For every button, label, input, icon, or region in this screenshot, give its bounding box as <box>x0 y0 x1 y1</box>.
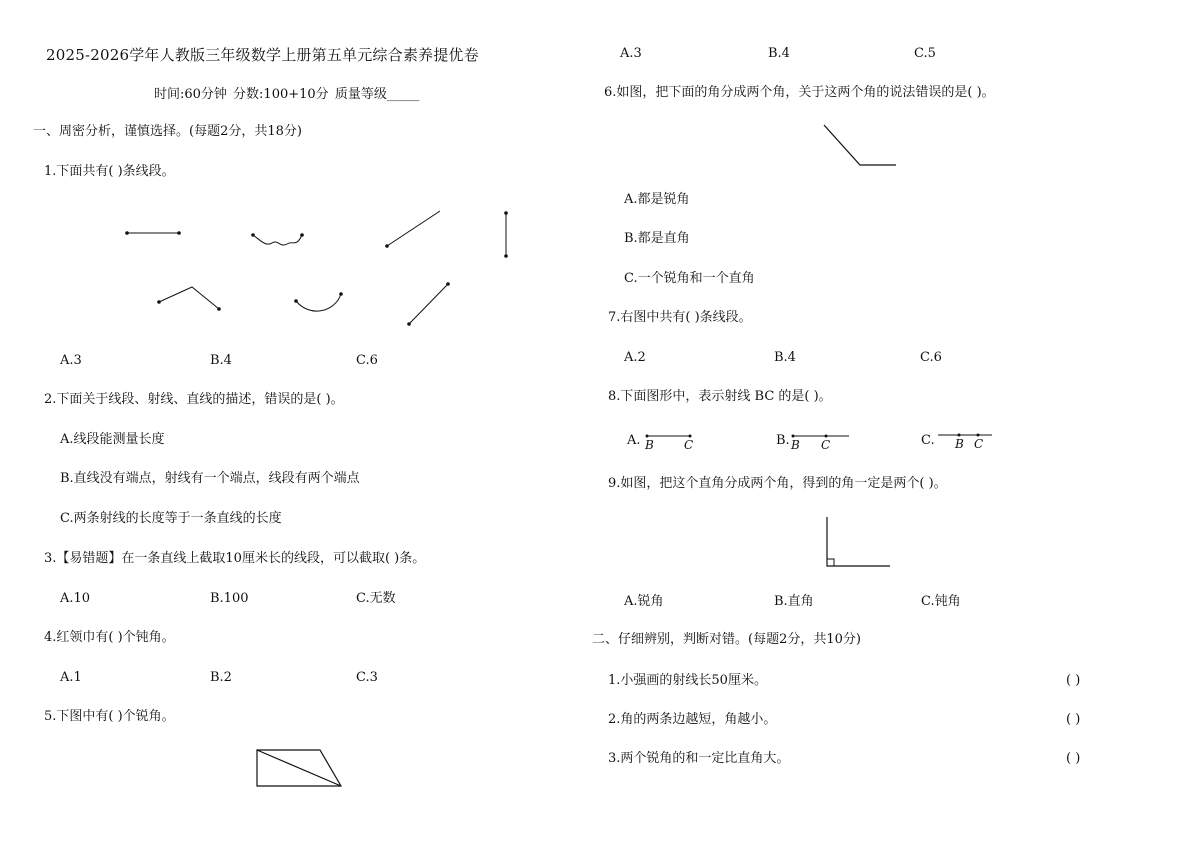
question-9: 9.如图，把这个直角分成两个角，得到的角一定是两个( )。 <box>608 476 947 491</box>
q5-option-c[interactable]: C.5 <box>914 46 936 61</box>
q5-option-a[interactable]: A.3 <box>620 46 642 61</box>
page-title: 2025-2026学年人教版三年级数学上册第五单元综合素养提优卷 <box>46 46 479 64</box>
question-7: 7.右图中共有( )条线段。 <box>608 310 752 325</box>
q5-diagonal <box>257 750 341 786</box>
judge-item-2: 2.角的两条边越短，角越小。 <box>608 712 777 727</box>
q8a-label-b: B <box>645 438 654 452</box>
q3-option-a[interactable]: A.10 <box>60 591 91 606</box>
q8b-label-b: B <box>791 438 800 452</box>
q7-option-b[interactable]: B.4 <box>774 350 796 365</box>
exam-info: 时间:60分钟 分数:100+10分 质量等级_____ <box>154 87 420 102</box>
section2-heading: 二、仔细辨别，判断对错。(每题2分，共10分) <box>592 632 861 647</box>
question-1: 1.下面共有( )条线段。 <box>44 164 175 179</box>
q4-option-c[interactable]: C.3 <box>356 670 378 685</box>
q1-option-b[interactable]: B.4 <box>210 353 232 368</box>
q8-option-c[interactable]: C. <box>921 433 935 448</box>
question-6: 6.如图，把下面的角分成两个角，关于这两个角的说法错误的是( )。 <box>604 85 995 100</box>
q4-option-b[interactable]: B.2 <box>210 670 232 685</box>
judge-answer-1[interactable]: ( ) <box>1066 673 1081 688</box>
q7-option-c[interactable]: C.6 <box>920 350 942 365</box>
judge-answer-3[interactable]: ( ) <box>1066 751 1081 766</box>
q3-option-c[interactable]: C.无数 <box>356 591 396 606</box>
q6-option-b[interactable]: B.都是直角 <box>624 231 690 246</box>
q8b-label-c: C <box>821 438 831 452</box>
question-3: 3.【易错题】在一条直线上截取10厘米长的线段，可以截取( )条。 <box>44 551 426 566</box>
judge-item-1: 1.小强画的射线长50厘米。 <box>608 673 767 688</box>
q1-segment <box>387 211 440 246</box>
q8-option-a[interactable]: A. <box>627 433 641 448</box>
q8a-label-c: C <box>684 438 694 452</box>
q1-polyline <box>159 287 219 309</box>
q8-option-b[interactable]: B. <box>776 433 790 448</box>
q9-option-c[interactable]: C.钝角 <box>921 594 961 609</box>
judge-answer-2[interactable]: ( ) <box>1066 712 1081 727</box>
q2-option-b[interactable]: B.直线没有端点，射线有一个端点，线段有两个端点 <box>60 471 360 486</box>
q7-option-a[interactable]: A.2 <box>624 350 646 365</box>
q6-option-c[interactable]: C.一个锐角和一个直角 <box>624 271 755 286</box>
q6-angle <box>824 125 896 165</box>
q9-option-a[interactable]: A.锐角 <box>624 594 664 609</box>
question-8: 8.下面图形中，表示射线 BC 的是( )。 <box>608 389 832 404</box>
question-5: 5.下图中有( )个锐角。 <box>44 709 175 724</box>
question-4: 4.红领巾有( )个钝角。 <box>44 630 175 645</box>
q4-option-a[interactable]: A.1 <box>60 670 82 685</box>
judge-item-3: 3.两个锐角的和一定比直角大。 <box>608 751 790 766</box>
section1-heading: 一、周密分析，谨慎选择。(每题2分，共18分) <box>33 124 302 139</box>
q1-option-a[interactable]: A.3 <box>60 353 82 368</box>
q9-option-b[interactable]: B.直角 <box>774 594 814 609</box>
q1-curve <box>253 235 302 245</box>
q6-option-a[interactable]: A.都是锐角 <box>624 192 690 207</box>
q9-right-angle-mark <box>827 559 834 566</box>
q1-option-c[interactable]: C.6 <box>356 353 378 368</box>
q1-arc <box>296 294 341 311</box>
q5-option-b[interactable]: B.4 <box>768 46 790 61</box>
q2-option-a[interactable]: A.线段能测量长度 <box>60 432 165 447</box>
question-2: 2.下面关于线段、射线、直线的描述，错误的是( )。 <box>44 392 344 407</box>
q1-segment <box>409 284 448 324</box>
q8c-label-c: C <box>974 437 984 451</box>
q5-trapezoid <box>257 750 341 786</box>
q3-option-b[interactable]: B.100 <box>210 591 249 606</box>
q9-right-angle <box>827 517 890 566</box>
q8c-label-b: B <box>955 437 964 451</box>
q2-option-c[interactable]: C.两条射线的长度等于一条直线的长度 <box>60 511 282 526</box>
